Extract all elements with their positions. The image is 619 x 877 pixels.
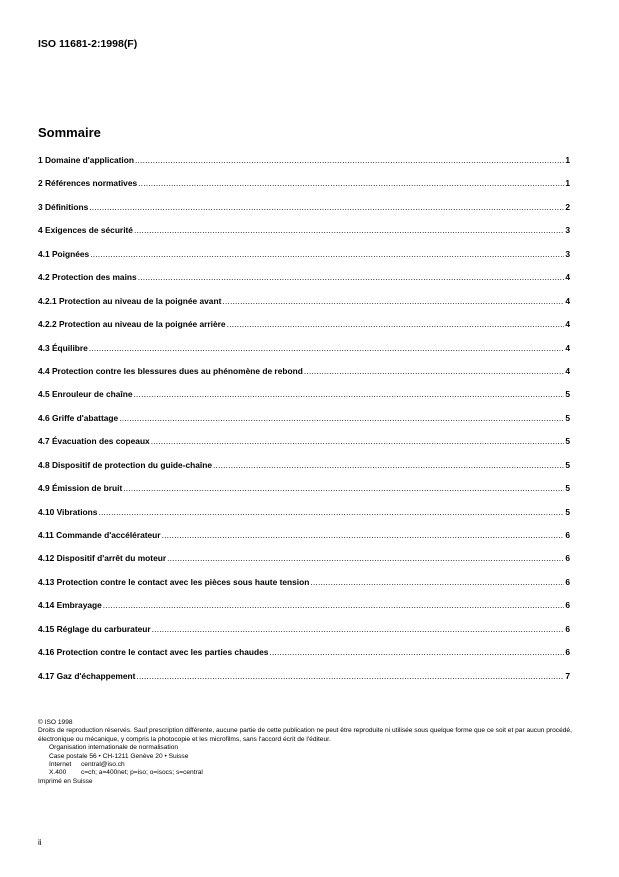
toc-entry-label: 4.11 Commande d'accélérateur: [38, 530, 161, 540]
toc-entry[interactable]: [38, 319, 570, 342]
toc-entry-page: 2: [565, 201, 570, 212]
toc-entry-page: 1: [565, 155, 570, 165]
toc-dot-leader: [98, 507, 564, 517]
toc-dot-leader: [310, 577, 564, 587]
copyright-x400: [38, 769, 583, 777]
toc-title: Sommaire: [38, 125, 101, 140]
toc-entry[interactable]: [38, 225, 570, 248]
toc-entry-label: 4.17 Gaz d'échappement: [38, 670, 136, 681]
toc-dot-leader: [134, 225, 564, 235]
toc-entry-page: 4: [565, 365, 570, 376]
toc-entry[interactable]: [38, 624, 570, 647]
toc-entry-label: 4.9 Émission de bruit: [38, 483, 123, 494]
toc-dot-leader: [227, 319, 565, 329]
toc-entry[interactable]: [38, 343, 570, 366]
toc-entry-page: 6: [565, 623, 570, 634]
toc-entry[interactable]: [38, 178, 570, 201]
toc-dot-leader: [167, 553, 564, 563]
toc-entry-label: 4.5 Enrouleur de chaîne: [38, 389, 133, 400]
toc-dot-leader: [136, 671, 564, 681]
toc-entry[interactable]: [38, 155, 570, 178]
toc-entry[interactable]: [38, 507, 570, 530]
copyright-org: Organisation internationale de normalisation: [49, 744, 179, 752]
toc-entry[interactable]: [38, 483, 570, 506]
toc-entry-page: 5: [565, 436, 570, 447]
toc-entry-page: 6: [565, 576, 570, 587]
toc-entry[interactable]: [38, 249, 570, 272]
copyright-rights: Droits de reproduction réservés. Sauf prescription différente, aucune partie de cette publication ne peut être reproduite ni utilisée sous quelque forme que ce soit et par aucun procédé, électronique ou mécanique, y compris la photocopie et les microfilms, sans l'accord écrit de l'éditeur.: [38, 727, 572, 743]
copyright-internet: [38, 761, 583, 769]
copyright-block: [38, 719, 583, 786]
toc-entry-page: 3: [565, 225, 570, 236]
copyright-address: Case postale 56 • CH-1211 Genève 20 • Suisse: [49, 752, 189, 760]
toc-entry[interactable]: [38, 296, 570, 319]
toc-dot-leader: [119, 413, 564, 423]
toc-entry[interactable]: [38, 413, 570, 436]
toc-entry-page: 5: [565, 412, 570, 423]
toc-dot-leader: [138, 178, 564, 188]
toc-dot-leader: [152, 624, 565, 634]
toc-entry[interactable]: [38, 600, 570, 623]
internet-value: central@iso.ch: [81, 761, 125, 769]
toc-entry-page: 6: [565, 553, 570, 564]
toc-dot-leader: [138, 272, 565, 282]
toc-entry[interactable]: [38, 389, 570, 412]
toc-entry-label: 4.14 Embrayage: [38, 600, 102, 611]
toc-entry-label: 4.1 Poignées: [38, 248, 90, 259]
toc-entry-label: 4.7 Évacuation des copeaux: [38, 436, 150, 447]
copyright-notice: © ISO 1998: [38, 719, 73, 726]
toc-entry-label: 4.8 Dispositif de protection du guide-chaîne: [38, 459, 213, 470]
toc-dot-leader: [133, 389, 564, 399]
toc-entry[interactable]: [38, 577, 570, 600]
toc-dot-leader: [89, 343, 565, 353]
toc-entry[interactable]: [38, 553, 570, 576]
toc-dot-leader: [304, 366, 565, 376]
toc-entry-page: 6: [565, 647, 570, 658]
toc-entry[interactable]: [38, 202, 570, 225]
toc-dot-leader: [162, 530, 565, 540]
toc-entry-label: 2 Références normatives: [38, 178, 138, 189]
toc-entry-page: 5: [565, 506, 570, 517]
toc-entry-label: 3 Définitions: [38, 201, 89, 212]
toc-entry-label: 4 Exigences de sécurité: [38, 225, 133, 236]
toc-entry-label: 4.2 Protection des mains: [38, 272, 137, 283]
toc-entry-page: 5: [565, 389, 570, 400]
toc-entry[interactable]: [38, 671, 570, 694]
toc-entry-label: 4.15 Réglage du carburateur: [38, 623, 151, 634]
toc-entry-page: 4: [565, 295, 570, 306]
toc-entry-label: 4.4 Protection contre les blessures dues au phénomène de rebond: [38, 365, 303, 376]
toc-entry-label: 4.2.1 Protection au niveau de la poignée avant: [38, 295, 222, 306]
toc-entry-label: 4.10 Vibrations: [38, 506, 98, 517]
page-number: ii: [38, 838, 42, 847]
toc-entry-label: 4.16 Protection contre le contact avec les parties chaudes: [38, 647, 269, 658]
toc-entry-page: 7: [565, 670, 570, 681]
document-header: ISO 11681-2:1998(F): [38, 38, 138, 50]
x400-value: c=ch; a=400net; p=iso; o=isocs; s=central: [81, 769, 203, 777]
toc-entry-page: 6: [565, 530, 570, 540]
toc-entry-label: 4.2.2 Protection au niveau de la poignée arrière: [38, 319, 226, 330]
toc-entry-page: 4: [565, 319, 570, 330]
toc-entry-label: 4.6 Griffe d'abattage: [38, 412, 119, 423]
toc-entry[interactable]: [38, 647, 570, 670]
toc-entry-label: 4.3 Équilibre: [38, 342, 88, 353]
toc-entry-page: 6: [565, 600, 570, 611]
toc-dot-leader: [151, 436, 565, 446]
toc-entry[interactable]: [38, 272, 570, 295]
toc-dot-leader: [123, 483, 564, 493]
toc-entry[interactable]: [38, 366, 570, 389]
toc-entry[interactable]: [38, 436, 570, 459]
copyright-printed: Imprimé en Suisse: [38, 777, 93, 785]
toc-entry-page: 5: [565, 459, 570, 470]
toc-dot-leader: [135, 155, 564, 165]
toc-entry-label: 1 Domaine d'application: [38, 155, 134, 165]
toc-entry-page: 1: [565, 178, 570, 189]
toc-entry-page: 5: [565, 483, 570, 494]
toc-dot-leader: [89, 202, 564, 212]
toc-entry[interactable]: [38, 530, 570, 553]
toc-dot-leader: [213, 460, 564, 470]
toc-entry-page: 3: [565, 248, 570, 259]
toc-dot-leader: [90, 249, 564, 259]
toc-entry-label: 4.12 Dispositif d'arrêt du moteur: [38, 553, 167, 564]
toc-entry[interactable]: [38, 460, 570, 483]
toc-dot-leader: [269, 647, 564, 657]
internet-label: Internet: [49, 761, 72, 769]
toc-dot-leader: [222, 296, 564, 306]
toc-entry-label: 4.13 Protection contre le contact avec les pièces sous haute tension: [38, 576, 310, 587]
table-of-contents: [38, 155, 570, 694]
toc-entry-page: 4: [565, 272, 570, 283]
toc-entry-page: 4: [565, 342, 570, 353]
toc-dot-leader: [103, 600, 565, 610]
x400-label: X.400: [49, 769, 67, 777]
